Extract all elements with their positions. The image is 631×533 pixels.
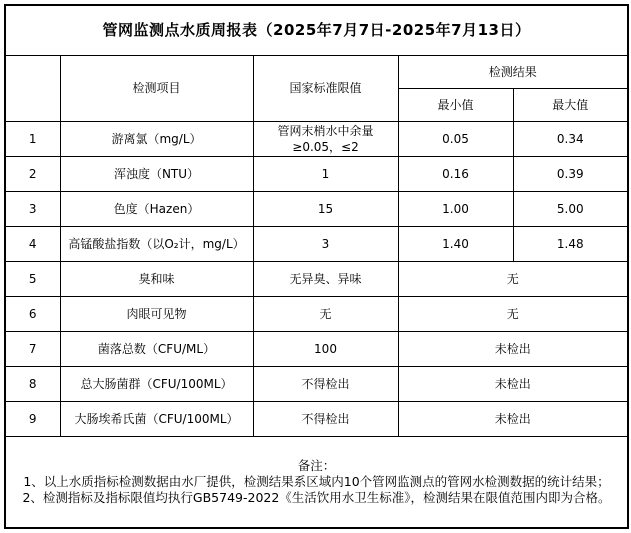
row-index: 9 xyxy=(5,401,60,436)
item-cell: 臭和味 xyxy=(60,261,253,296)
header-item-cell: 检测项目 xyxy=(60,55,253,121)
min-cell: 1.00 xyxy=(398,191,513,226)
standard-cell: 不得检出 xyxy=(253,366,398,401)
standard-cell: 100 xyxy=(253,331,398,366)
table-row xyxy=(5,261,628,296)
standard-cell: 不得检出 xyxy=(253,401,398,436)
row-index: 2 xyxy=(5,156,60,191)
item-cell: 色度（Hazen） xyxy=(60,191,253,226)
note-line-2: 2、检测指标及指标限值均执行GB5749-2022《生活饮用水卫生标准》，检测结果在限值范围内即为合格。 xyxy=(22,489,611,505)
table-row xyxy=(5,156,628,191)
notes-row xyxy=(5,436,628,528)
item-cell: 游离氯（mg/L） xyxy=(60,121,253,156)
table-row xyxy=(5,331,628,366)
title-row xyxy=(5,5,628,55)
item-cell: 高锰酸盐指数（以O₂计，mg/L） xyxy=(60,226,253,261)
header-max-cell: 最大值 xyxy=(513,88,628,121)
item-cell: 浑浊度（NTU） xyxy=(60,156,253,191)
notes-cell xyxy=(5,436,628,528)
row-index: 5 xyxy=(5,261,60,296)
max-cell: 0.34 xyxy=(513,121,628,156)
header-row-top xyxy=(5,55,628,88)
min-cell: 0.05 xyxy=(398,121,513,156)
standard-cell: 15 xyxy=(253,191,398,226)
max-cell: 5.00 xyxy=(513,191,628,226)
header-standard-cell: 国家标准限值 xyxy=(253,55,398,121)
table-row xyxy=(5,226,628,261)
item-cell: 总大肠菌群（CFU/100ML） xyxy=(60,366,253,401)
result-cell: 无 xyxy=(398,296,628,331)
row-index: 8 xyxy=(5,366,60,401)
row-index: 3 xyxy=(5,191,60,226)
header-index-cell xyxy=(5,55,60,121)
result-cell: 无 xyxy=(398,261,628,296)
page-title: 管网监测点水质周报表（2025年7月7日-2025年7月13日） xyxy=(5,5,628,55)
result-cell: 未检出 xyxy=(398,331,628,366)
row-index: 4 xyxy=(5,226,60,261)
max-cell: 1.48 xyxy=(513,226,628,261)
table-row xyxy=(5,191,628,226)
standard-cell: 无 xyxy=(253,296,398,331)
max-cell: 0.39 xyxy=(513,156,628,191)
min-cell: 1.40 xyxy=(398,226,513,261)
header-result-cell: 检测结果 xyxy=(398,55,628,88)
water-quality-table xyxy=(4,4,629,529)
standard-cell: 3 xyxy=(253,226,398,261)
min-cell: 0.16 xyxy=(398,156,513,191)
notes-label: 备注： xyxy=(297,457,336,473)
note-line-1: 1、以上水质指标检测数据由水厂提供，检测结果系区域内10个管网监测点的管网水检测数据的统计结果； xyxy=(23,473,610,489)
result-cell: 未检出 xyxy=(398,401,628,436)
table-row xyxy=(5,121,628,156)
row-index: 6 xyxy=(5,296,60,331)
standard-cell: 1 xyxy=(253,156,398,191)
standard-cell: 无异臭、异味 xyxy=(253,261,398,296)
table-row xyxy=(5,366,628,401)
result-cell: 未检出 xyxy=(398,366,628,401)
header-min-cell: 最小值 xyxy=(398,88,513,121)
table-row xyxy=(5,401,628,436)
item-cell: 肉眼可见物 xyxy=(60,296,253,331)
standard-cell: 管网末梢水中余量≥0.05，≤2 xyxy=(253,121,398,156)
item-cell: 大肠埃希氏菌（CFU/100ML） xyxy=(60,401,253,436)
row-index: 1 xyxy=(5,121,60,156)
item-cell: 菌落总数（CFU/ML） xyxy=(60,331,253,366)
row-index: 7 xyxy=(5,331,60,366)
table-row xyxy=(5,296,628,331)
